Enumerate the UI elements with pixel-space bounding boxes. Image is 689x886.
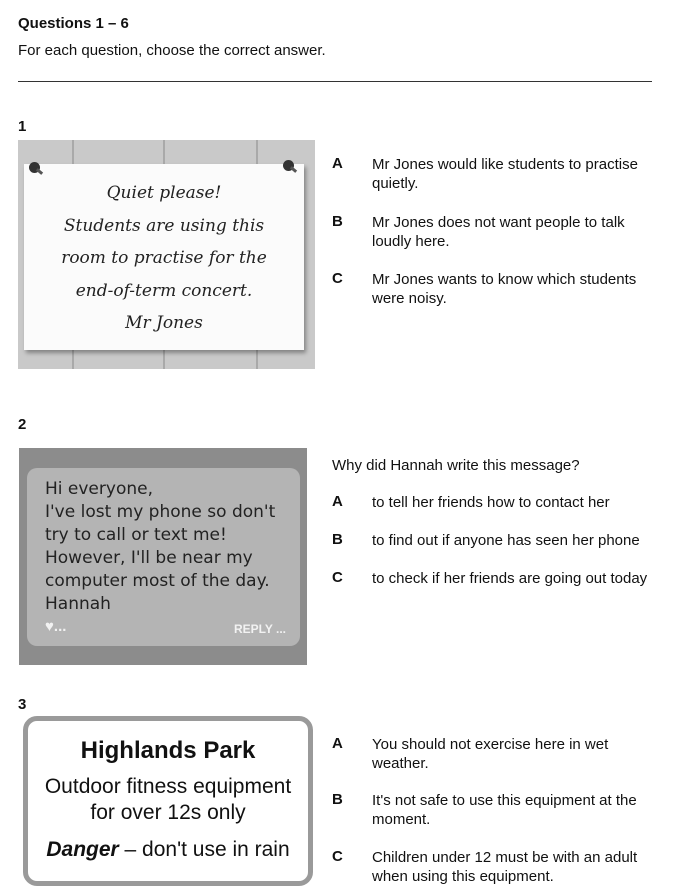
park-sign: [23, 716, 313, 886]
message-panel: [19, 448, 307, 665]
option-letter: C: [332, 270, 343, 287]
message-line: computer most of the day.: [45, 571, 270, 591]
message-line: try to call or text me!: [45, 525, 227, 545]
question-1-number: 1: [18, 118, 27, 135]
option-b-text[interactable]: Mr Jones does not want people to talk loudly here.: [372, 214, 625, 250]
option-a-text[interactable]: Mr Jones would like students to practise quietly.: [372, 156, 638, 192]
sign-danger-word: Danger: [46, 838, 119, 861]
message-line: However, I'll be near my: [45, 548, 253, 568]
option-c-text[interactable]: Mr Jones wants to know which students were noisy.: [372, 271, 637, 307]
option-letter: A: [332, 155, 343, 172]
message-body: [45, 478, 295, 616]
option-letter: A: [332, 493, 343, 510]
question-2-prompt: Why did Hannah write this message?: [332, 457, 580, 474]
notice-line: Students are using this: [63, 216, 265, 236]
sign-warning: [28, 838, 308, 862]
like-heart-icon[interactable]: ♥...: [45, 618, 67, 635]
sign-line: for over 12s only: [90, 801, 246, 824]
message-line: Hannah: [45, 594, 111, 614]
question-3-number: 3: [18, 696, 27, 713]
option-c-text[interactable]: to check if her friends are going out today: [372, 570, 648, 587]
notice-signature: Mr Jones: [125, 313, 203, 333]
sign-warning-rest: – don't use in rain: [118, 838, 290, 861]
sign-title: Highlands Park: [80, 737, 256, 764]
notice-line: room to practise for the: [61, 248, 267, 268]
reply-button[interactable]: REPLY ...: [233, 622, 286, 636]
notice-board: [18, 140, 315, 369]
notice-paper: [24, 164, 304, 350]
option-b-text[interactable]: It's not safe to use this equipment at the moment.: [372, 792, 637, 828]
notice-line: Quiet please!: [106, 183, 222, 203]
message-line: I've lost my phone so don't: [45, 502, 276, 522]
instructions: For each question, choose the correct answer.: [18, 42, 326, 59]
option-a-text[interactable]: to tell her friends how to contact her: [372, 494, 610, 511]
option-letter: A: [332, 735, 343, 752]
question-2-number: 2: [18, 416, 27, 433]
option-letter: B: [332, 531, 343, 548]
option-letter: C: [332, 848, 343, 865]
option-c-text[interactable]: Children under 12 must be with an adult when using this equipment.: [372, 849, 638, 885]
message-line: Hi everyone,: [45, 479, 153, 499]
sign-line: Outdoor fitness equipment: [44, 775, 292, 798]
sign-text: [28, 774, 308, 826]
pin-icon: [29, 162, 40, 173]
option-letter: B: [332, 791, 343, 808]
option-b-text[interactable]: to find out if anyone has seen her phone: [372, 532, 640, 549]
notice-line: end-of-term concert.: [75, 281, 253, 301]
option-letter: C: [332, 569, 343, 586]
option-letter: B: [332, 213, 343, 230]
section-title: Questions 1 – 6: [18, 15, 129, 32]
divider: [18, 81, 652, 82]
message-card: [27, 468, 300, 646]
option-a-text[interactable]: You should not exercise here in wet weather.: [372, 736, 609, 772]
pin-icon: [283, 160, 294, 171]
